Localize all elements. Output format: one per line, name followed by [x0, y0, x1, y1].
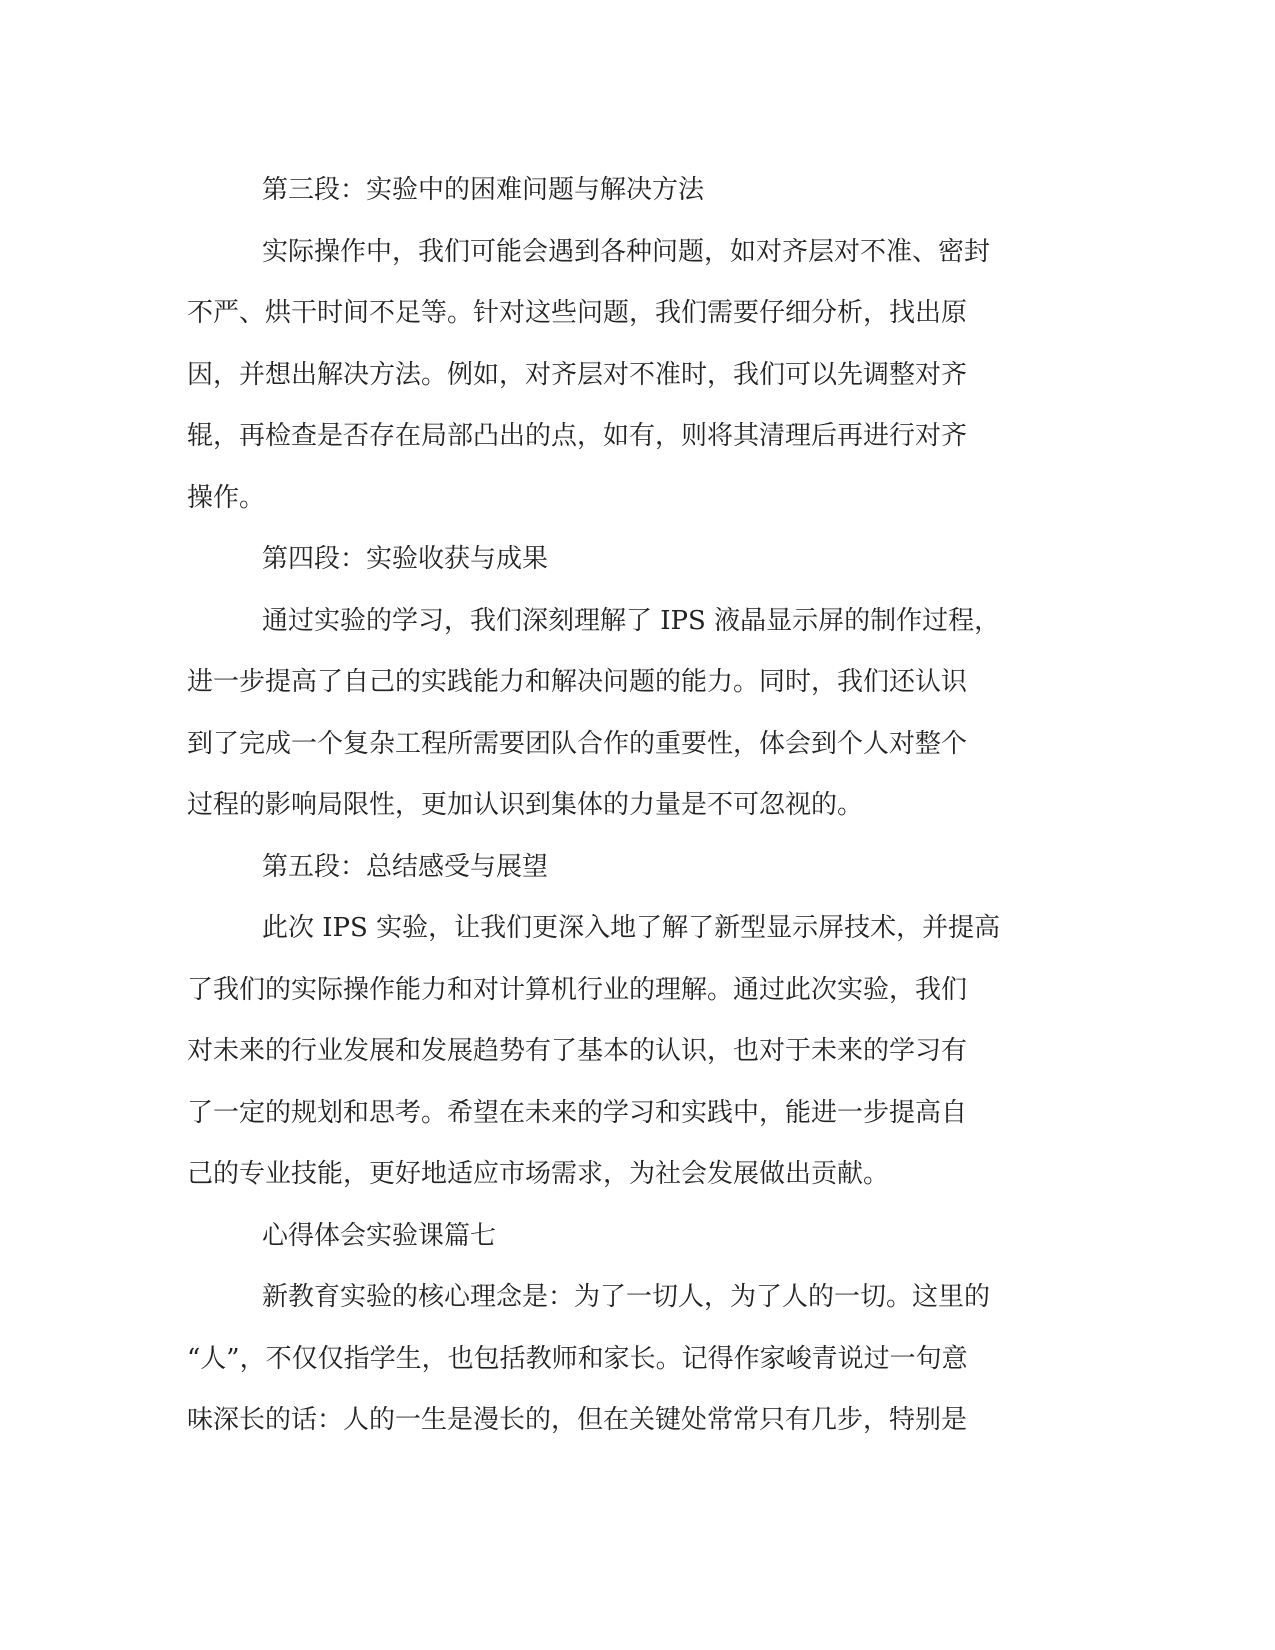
paragraph-line: 过程的影响局限性，更加认识到集体的力量是不可忽视的。	[187, 790, 864, 820]
section-heading-3: 第三段：实验中的困难问题与解决方法	[262, 175, 705, 205]
paragraph-line: 到了完成一个复杂工程所需要团队合作的重要性，体会到个人对整个	[187, 728, 968, 759]
paragraph-line: 操作。	[187, 482, 266, 513]
paragraph-line: 己的专业技能，更好地适应市场需求，为社会发展做出贡献。	[187, 1159, 890, 1189]
section-heading-5: 第五段：总结感受与展望	[262, 851, 549, 882]
paragraph-line: 新教育实验的核心理念是：为了一切人，为了人的一切。这里的	[262, 1282, 991, 1312]
paragraph-line: “人”，不仅仅指学生，也包括教师和家长。记得作家峻青说过一句意	[187, 1343, 968, 1374]
paragraph-line: 实际操作中，我们可能会遇到各种问题，如对齐层对不准、密封	[262, 236, 991, 267]
paragraph-line: 味深长的话：人的一生是漫长的，但在关键处常常只有几步，特别是	[187, 1405, 968, 1435]
paragraph-line: 不严、烘干时间不足等。针对这些问题，我们需要仔细分析，找出原	[187, 298, 968, 328]
document-body	[187, 160, 1077, 1452]
paragraph-line: 辊，再检查是否存在局部凸出的点，如有，则将其清理后再进行对齐	[187, 421, 968, 451]
paragraph-line: 进一步提高了自己的实践能力和解决问题的能力。同时，我们还认识	[187, 667, 968, 697]
paragraph-line: 此次 IPS 实验，让我们更深入地了解了新型显示屏技术，并提高	[262, 913, 1001, 943]
section-heading-4: 第四段：实验收获与成果	[262, 544, 549, 574]
paragraph-line: 通过实验的学习，我们深刻理解了 IPS 液晶显示屏的制作过程，	[262, 605, 1001, 636]
paragraph-line: 了我们的实际操作能力和对计算机行业的理解。通过此次实验，我们	[187, 974, 968, 1005]
paragraph-line: 因，并想出解决方法。例如，对齐层对不准时，我们可以先调整对齐	[187, 359, 968, 390]
paragraph-line: 对未来的行业发展和发展趋势有了基本的认识，也对于未来的学习有	[187, 1036, 968, 1066]
paragraph-line: 了一定的规划和思考。希望在未来的学习和实践中，能进一步提高自	[187, 1097, 968, 1128]
article-title-7: 心得体会实验课篇七	[262, 1220, 497, 1251]
